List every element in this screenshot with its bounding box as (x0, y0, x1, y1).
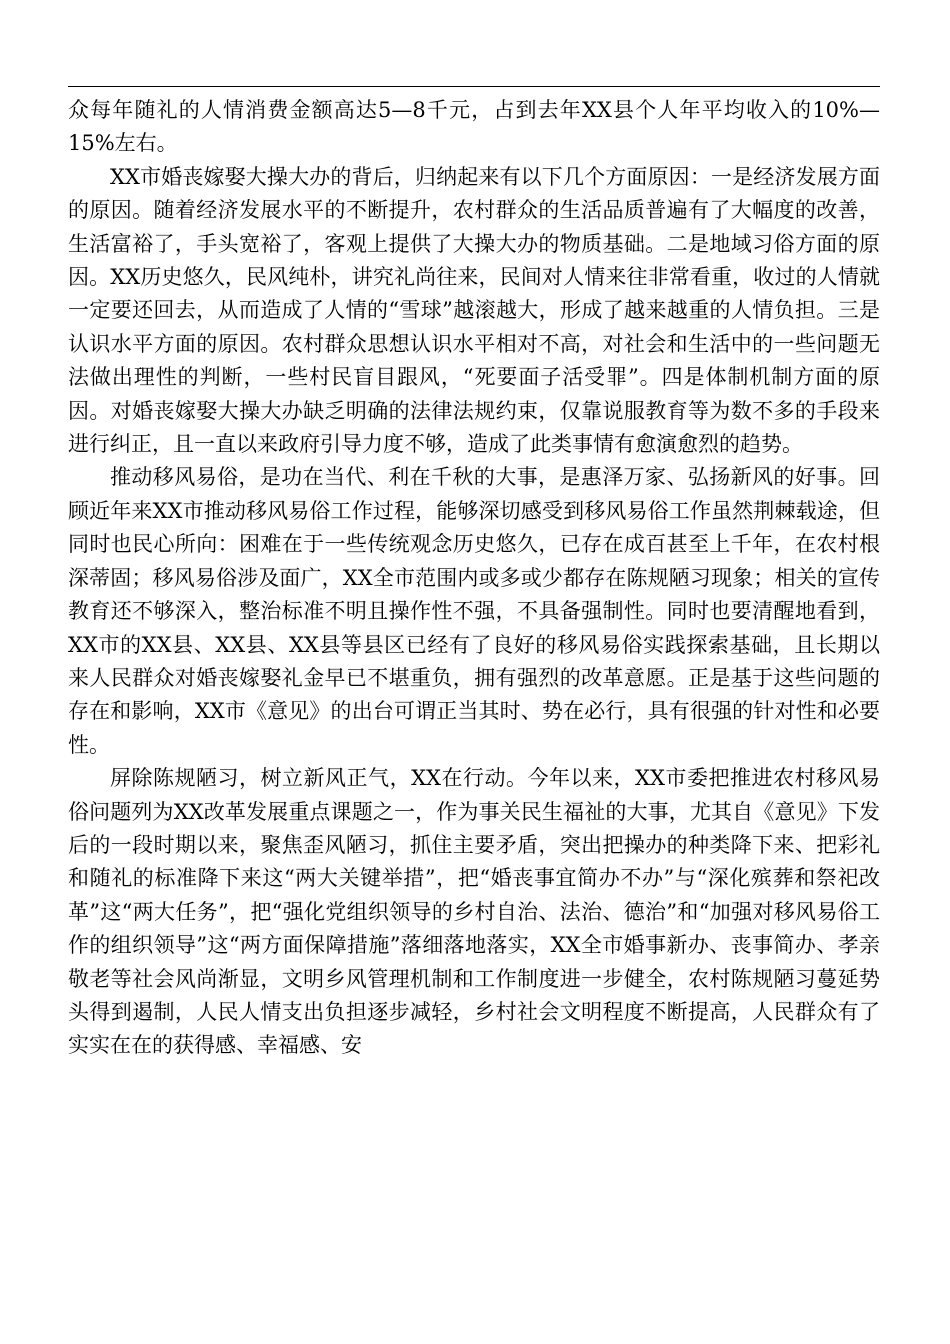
header-rule (68, 86, 880, 87)
paragraph-continuation: 众每年随礼的人情消费金额高达5—8千元，占到去年XX县个人年平均收入的10%—15%左右。 (68, 98, 880, 156)
paragraph-actions: 屏除陈规陋习，树立新风正气，XX在行动。今年以来，XX市委把推进农村移风易俗问题列为XX改革发展重点课题之一，作为事关民生福祉的大事，尤其自《意见》下发后的一段时期以来，聚焦歪风陋习，抓住主要矛盾，突出把操办的种类降下来、把彩礼和随礼的标准降下来这“两大关键举措”，把“婚丧事宜简办不办”与“深化殡葬和祭祀改革”这“两大任务”，把“强化党组织领导的乡村自治、法治、德治”和“加强对移风易俗工作的组织领导”这“两方面保障措施”落细落地落实，XX全市婚事新办、丧事简办、孝亲敬老等社会风尚渐显，文明乡风管理机制和工作制度进一步健全，农村陈规陋习蔓延势头得到遏制，人民人情支出负担逐步减轻，乡村社会文明程度不断提高，人民群众有了实实在在的获得感、幸福感、安 (68, 766, 880, 1058)
paragraph-reform-significance: 推动移风易俗，是功在当代、利在千秋的大事，是惠泽万家、弘扬新风的好事。回顾近年来XX市推动移风易俗工作过程，能够深切感受到移风易俗工作虽然荆棘载途，但同时也民心所向：困难在于一些传统观念历史悠久，已存在成百甚至上千年，在农村根深蒂固；移风易俗涉及面广，XX全市范围内或多或少都存在陈规陋习现象；相关的宣传教育还不够深入，整治标准不明且操作性不强，不具备强制性。同时也要清醒地看到，XX市的XX县、XX县、XX县等县区已经有了良好的移风易俗实践探索基础，且长期以来人民群众对婚丧嫁娶礼金早已不堪重负，拥有强烈的改革意愿。正是基于这些问题的存在和影响，XX市《意见》的出台可谓正当其时、势在必行，具有很强的针对性和必要性。 (68, 465, 880, 757)
document-body (68, 94, 880, 1063)
paragraph-causes: XX市婚丧嫁娶大操大办的背后，归纳起来有以下几个方面原因：一是经济发展方面的原因。随着经济发展水平的不断提升，农村群众的生活品质普遍有了大幅度的改善，生活富裕了，手头宽裕了，客观上提供了大操大办的物质基础。二是地域习俗方面的原因。XX历史悠久，民风纯朴，讲究礼尚往来，民间对人情来往非常看重，收过的人情就一定要还回去，从而造成了人情的“雪球”越滚越大，形成了越来越重的人情负担。三是认识水平方面的原因。农村群众思想认识水平相对不高，对社会和生活中的一些问题无法做出理性的判断，一些村民盲目跟风，“死要面子活受罪”。四是体制机制方面的原因。对婚丧嫁娶大操大办缺乏明确的法律法规约束，仅靠说服教育等为数不多的手段来进行纠正，且一直以来政府引导力度不够，造成了此类事情有愈演愈烈的趋势。 (68, 164, 880, 457)
